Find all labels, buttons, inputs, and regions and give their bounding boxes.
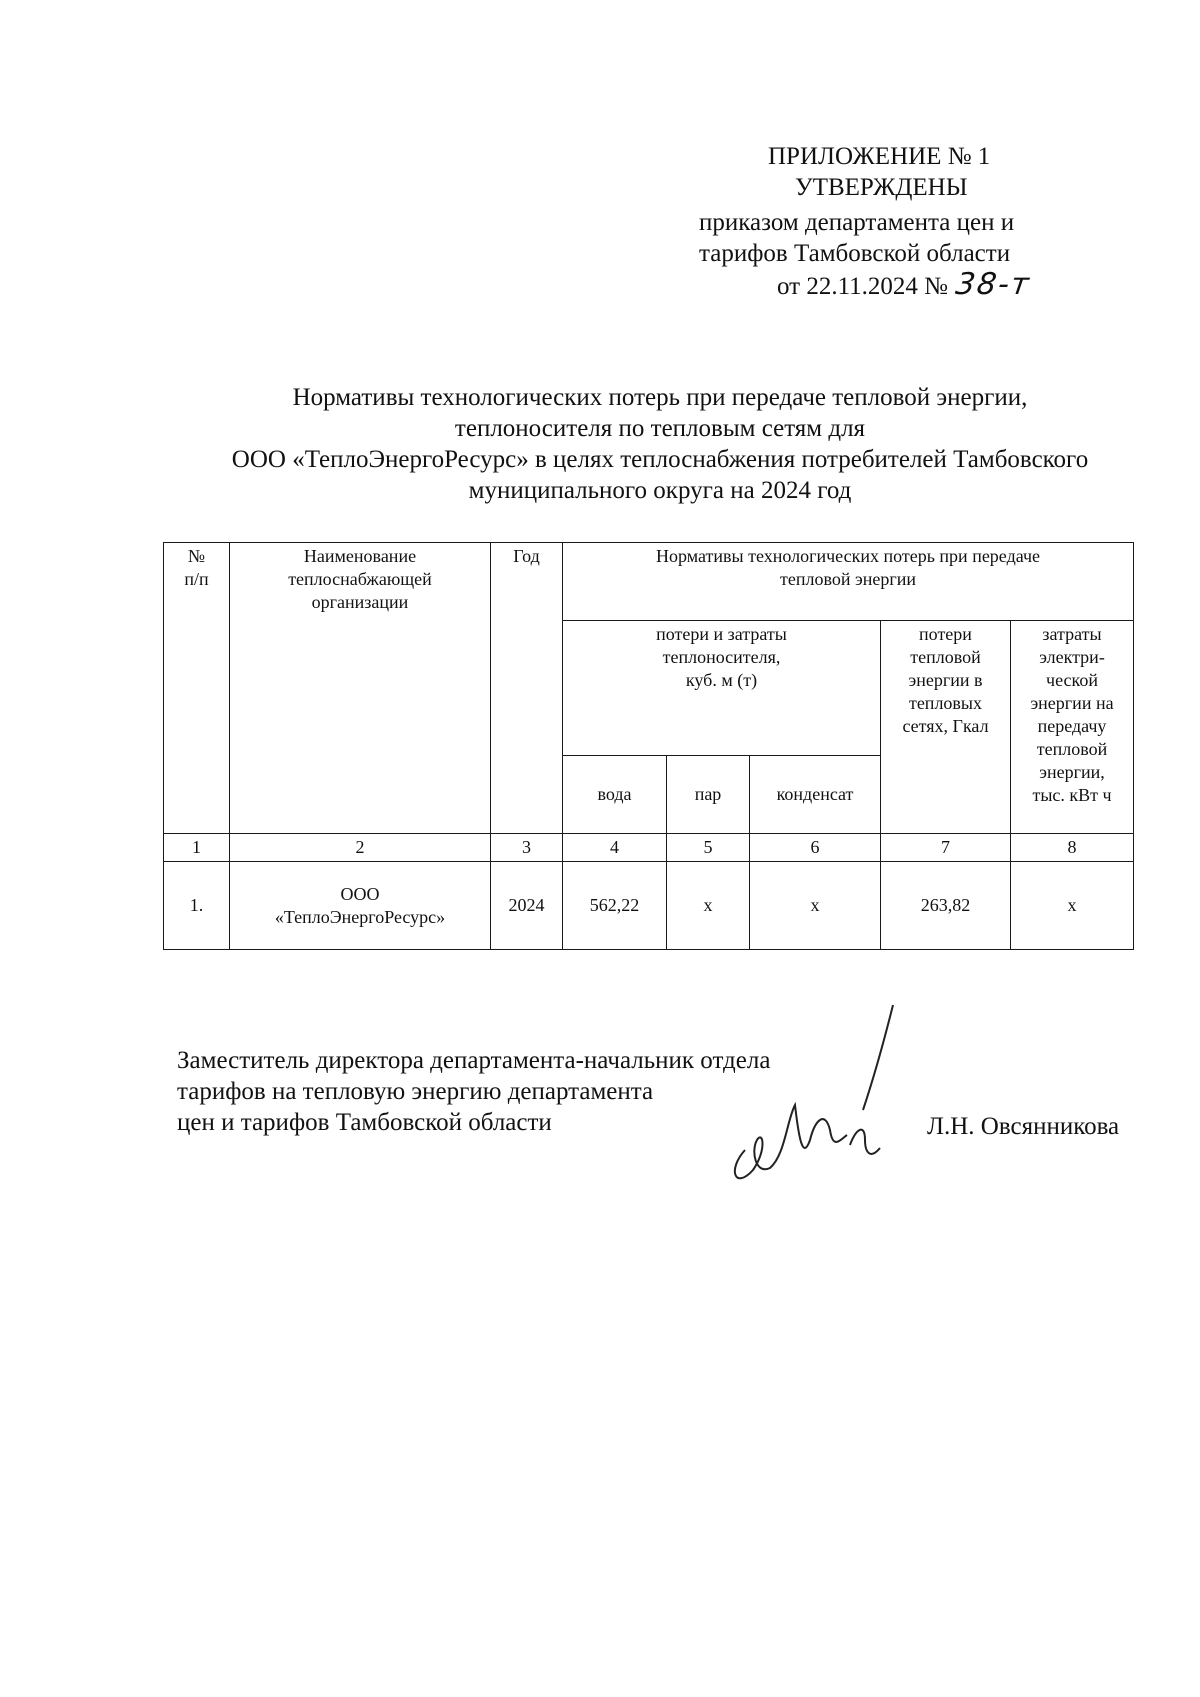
header-condensate: конденсат	[750, 756, 881, 834]
row-steam: х	[667, 862, 750, 950]
row-year: 2024	[491, 862, 563, 950]
header-num-line-2: п/п	[184, 569, 209, 589]
order-date: от 22.11.2024 №	[777, 273, 949, 300]
header-heat-loss-line: энергии в	[908, 670, 983, 690]
row-water: 562,22	[563, 862, 667, 950]
header-organization	[230, 543, 491, 834]
position-line-1: Заместитель директора департамента-начальник отдела	[177, 1047, 771, 1074]
header-power	[1011, 621, 1134, 834]
column-number: 5	[667, 834, 750, 862]
signatory-position	[177, 1045, 770, 1138]
header-norms	[563, 543, 1134, 621]
header-carrier-line-3: куб. м (т)	[685, 670, 758, 690]
header-power-line: тыс. кВт ч	[1032, 785, 1112, 805]
header-norms-line-1: Нормативы технологических потерь при передаче	[655, 546, 1041, 566]
row-condensate: х	[750, 862, 881, 950]
header-heat-loss	[881, 621, 1011, 834]
row-org-line-1: ООО	[340, 883, 380, 904]
header-norms-line-2: тепловой энергии	[780, 569, 916, 589]
row-power: х	[1011, 862, 1134, 950]
column-number: 3	[491, 834, 563, 862]
header-heat-loss-line: тепловой	[910, 647, 981, 667]
header-num	[164, 543, 230, 834]
order-date-line	[777, 269, 1031, 302]
title-line-3: ООО «ТеплоЭнергоРесурс» в целях теплоснабжения потребителей Тамбовского	[231, 446, 1089, 473]
row-org-line-2: «ТеплоЭнергоРесурс»	[274, 906, 446, 927]
handwritten-signature	[715, 1000, 905, 1190]
header-num-line-1: №	[187, 546, 206, 566]
column-number: 2	[230, 834, 491, 862]
row-heat-loss: 263,82	[881, 862, 1011, 950]
header-power-line: передачу	[1037, 716, 1107, 736]
header-steam: пар	[667, 756, 750, 834]
header-heat-loss-line: сетях, Гкал	[902, 716, 989, 736]
signatory-name: Л.Н. Овсянникова	[927, 1113, 1120, 1140]
title-line-2: теплоносителя по тепловым сетям для	[454, 415, 866, 442]
header-power-line: ческой	[1046, 670, 1098, 690]
header-power-line: затраты	[1042, 624, 1102, 644]
header-carrier	[563, 621, 881, 756]
norms-table	[163, 542, 1134, 950]
row-organization	[230, 862, 491, 950]
column-number: 8	[1011, 834, 1134, 862]
column-number: 6	[750, 834, 881, 862]
header-heat-loss-line: тепловых	[908, 693, 983, 713]
order-line-2: тарифов Тамбовской области	[699, 240, 1011, 267]
header-water: вода	[563, 756, 667, 834]
header-carrier-line-1: потери и затраты	[656, 624, 787, 644]
header-power-line: электри-	[1039, 647, 1105, 667]
title-line-4: муниципального округа на 2024 год	[468, 477, 852, 504]
header-carrier-line-2: теплоносителя,	[662, 647, 781, 667]
position-line-2: тарифов на тепловую энергию департамента	[177, 1078, 654, 1105]
header-org-line-3: организации	[311, 592, 409, 612]
header-org-line-2: теплоснабжающей	[288, 569, 432, 589]
header-org-line-1: Наименование	[303, 546, 417, 566]
column-number: 4	[563, 834, 667, 862]
column-number: 1	[164, 834, 230, 862]
order-number: 38-т	[953, 267, 1033, 302]
header-year	[491, 543, 563, 834]
header-year-text: Год	[513, 546, 540, 566]
appendix-label: ПРИЛОЖЕНИЕ № 1	[768, 143, 991, 170]
header-power-line: энергии на	[1030, 693, 1114, 713]
header-power-line: энергии,	[1039, 762, 1105, 782]
document-title	[160, 382, 1160, 506]
column-number-row	[164, 834, 1134, 862]
column-number: 7	[881, 834, 1011, 862]
row-num: 1.	[164, 862, 230, 950]
order-line-1: приказом департамента цен и	[699, 209, 1015, 236]
position-line-3: цен и тарифов Тамбовской области	[177, 1109, 552, 1136]
approved-label: УТВЕРЖДЕНЫ	[795, 174, 968, 201]
header-heat-loss-line: потери	[919, 624, 972, 644]
title-line-1: Нормативы технологических потерь при передаче тепловой энергии,	[292, 384, 1028, 411]
table-row	[164, 862, 1134, 950]
header-power-line: тепловой	[1036, 739, 1108, 759]
